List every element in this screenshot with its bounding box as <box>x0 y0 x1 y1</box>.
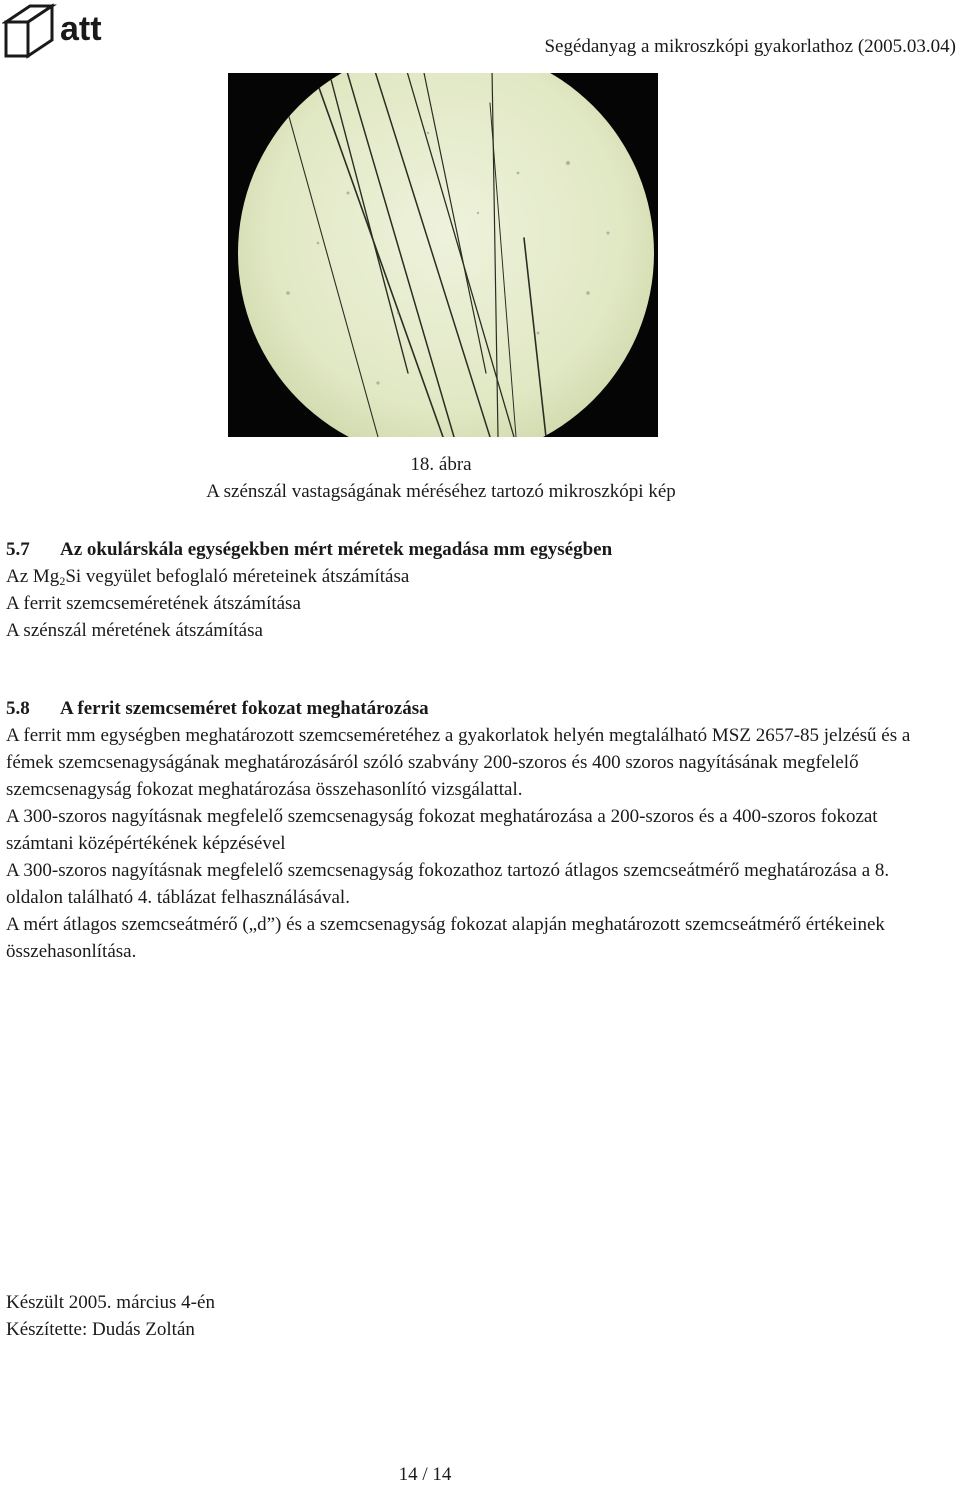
author: Készítette: Dudás Zoltán <box>6 1319 195 1340</box>
figure-number: 18. ábra <box>410 454 472 475</box>
paragraph: A 300-szoros nagyításnak megfelelő szemcsenagyság fokozathoz tartozó átlagos szemcseátmérő meghatározása a 8. oldalon található 4. táblázat felhasználásával. <box>6 860 890 908</box>
paragraph: A ferrit mm egységben meghatározott szemcseméretéhez a gyakorlatok helyén megtalálható MSZ 2657-85 jelzésű és a fémek szemcsenagyságának meghatározásáról szóló szabvány 200-szoros és 400 szoros nagyításának megfelelő szemcsenagyság fokozat meghatározása összehasonlító vizsgálattal. <box>6 725 911 800</box>
section-heading <box>6 536 946 563</box>
paragraph: A 300-szoros nagyításnak megfelelő szemcsenagyság fokozat meghatározása a 200-szoros és a 400-szoros fokozat számtani középértékének képzésével <box>6 806 878 854</box>
micrograph-image <box>228 73 658 437</box>
page-number: 14 / 14 <box>398 1464 452 1485</box>
section-line: A ferrit szemcseméretének átszámítása <box>6 593 301 614</box>
section-line: A szénszál méretének átszámítása <box>6 620 263 641</box>
section-line: Az $Mg_2Si$ vegyület befoglaló méreteinek átszámítása <box>6 566 410 588</box>
section-title: Az okulárskála egységekben mért méretek megadása mm egységben <box>60 539 613 560</box>
document-header-title: Segédanyag a mikroszkópi gyakorlathoz (2005.03.04) <box>544 36 956 57</box>
section-number: 5.7 <box>6 539 30 560</box>
document-footer <box>6 1289 215 1343</box>
section-heading <box>6 695 946 722</box>
creation-date: Készült 2005. március 4-én <box>6 1292 215 1313</box>
section-title: A ferrit szemcseméret fokozat meghatározása <box>60 698 429 719</box>
svg-text:att: att <box>60 10 102 48</box>
section-5-8 <box>6 695 946 965</box>
paragraph: A mért átlagos szemcseátmérő („d”) és a szemcsenagyság fokozat alapján meghatározott szemcseátmérő értékeinek összehasonlítása. <box>6 914 885 962</box>
att-logo <box>2 2 120 60</box>
section-number: 5.8 <box>6 698 30 719</box>
section-5-7 <box>6 536 946 644</box>
figure-caption: A szénszál vastagságának méréséhez tartozó mikroszkópi kép <box>206 481 676 502</box>
